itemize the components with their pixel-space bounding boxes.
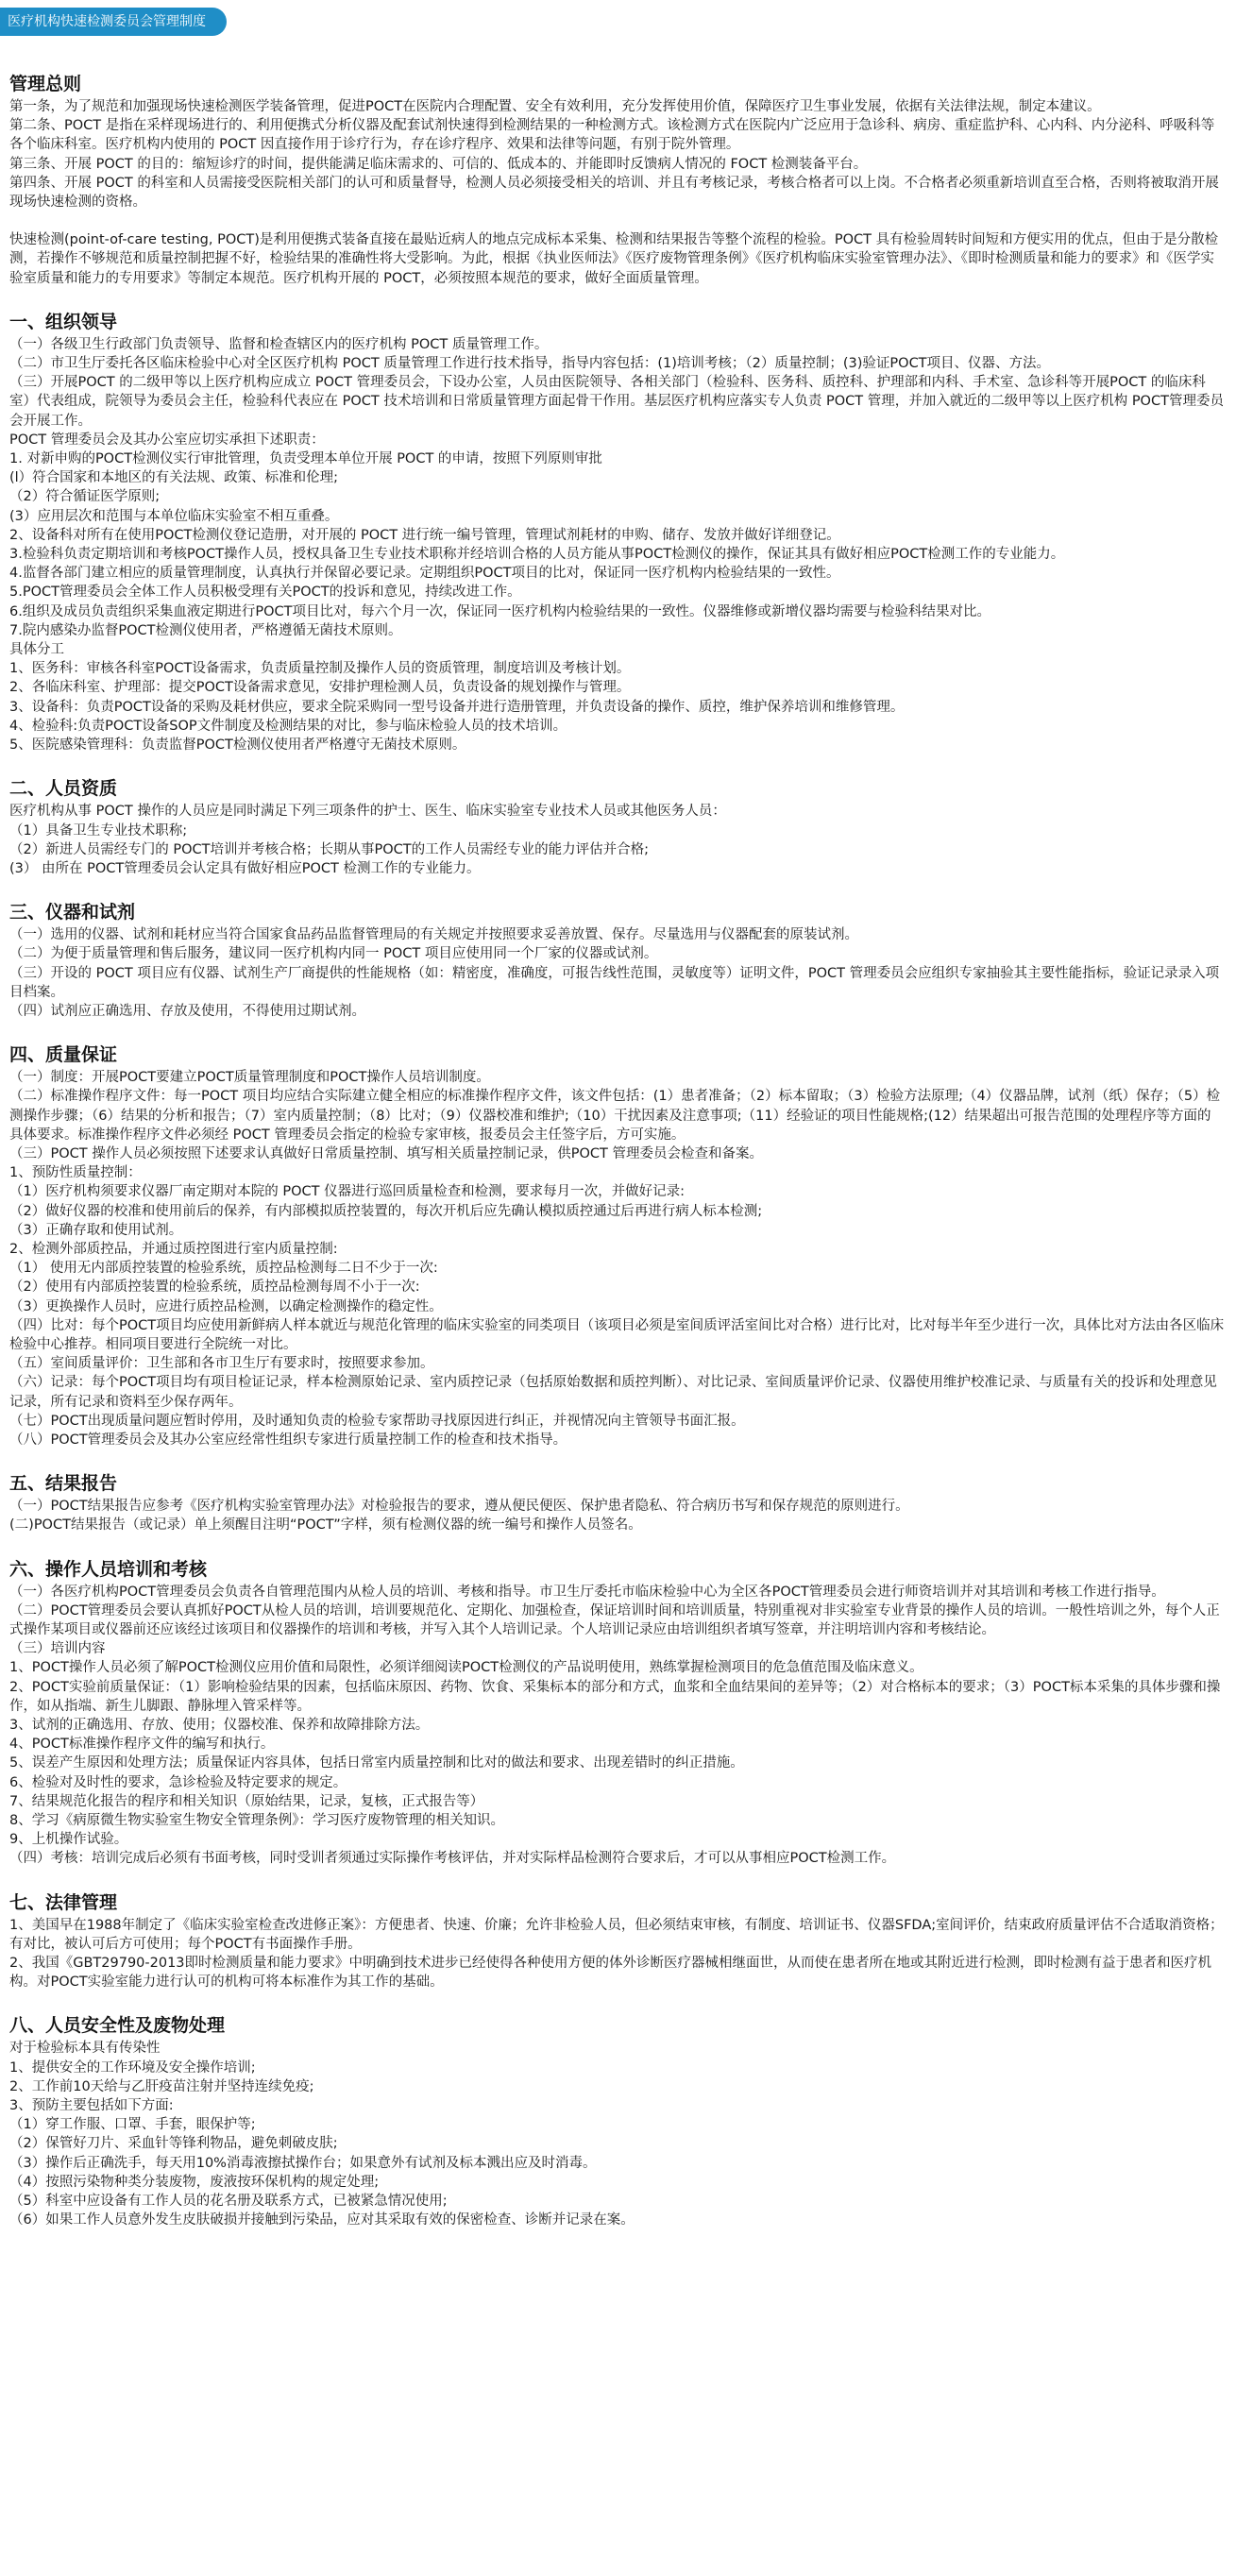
paragraph: 1、POCT操作人员必须了解POCT检测仪应用价值和局限性，必须详细阅读POCT检测仪的产品说明使用，熟练掌握检测项目的危急值范围及临床意义。	[9, 1660, 923, 1676]
document-body	[0, 35, 1236, 2229]
paragraph: （2）保管好刀片、采血针等锋利物品，避免刺破皮肤;	[9, 2136, 338, 2152]
paragraph: （2）符合循证医学原则;	[9, 489, 161, 505]
paragraph: （1）穿工作服、口罩、手套，眼保护等;	[9, 2117, 256, 2133]
header-bar	[0, 4, 1236, 35]
paragraph: 5.POCT管理委员会全体工作人员积极受理有关POCT的投诉和意见，持续改进工作。	[9, 585, 521, 601]
section-7	[9, 1558, 1225, 1869]
paragraph: 7.院内感染办监督POCT检测仪使用者，严格遵循无菌技术原则。	[9, 622, 402, 638]
paragraph: （一）POCT结果报告应参考《医疗机构实验室管理办法》对检验报告的要求，遵从便民便医、保护患者隐私、符合病历书写和保存规范的原则进行。	[9, 1499, 909, 1515]
paragraph: （四）比对：每个POCT项目均应使用新鲜病人样本就近与规范化管理的临床实验室的同类项目（该项目必须是室间质评活室间比对合格）进行比对，比对每半年至少进行一次，具体比对方法由各区临床检验中心推荐。相同项目要进行全院统一对比。	[9, 1317, 1225, 1352]
paragraph: （六）记录：每个POCT项目均有项目检证记录，样本检测原始记录、室内质控记录（包括原始数据和质控判断）、对比记录、室间质量评价记录、仪器使用维护校准记录、与质量有关的投诉和处理意见记录，所有记录和资料至少保存两年。	[9, 1375, 1217, 1410]
paragraph: 3、预防主要包括如下方面:	[9, 2098, 174, 2114]
section-5	[9, 1043, 1225, 1449]
paragraph: 1、医务科：审核各科室POCT设备需求，负责质量控制及操作人员的资质管理，制度培训及考核计划。	[9, 661, 631, 677]
paragraph: 1. 对新申购的POCT检测仪实行审批管理，负责受理本单位开展 POCT 的申请，按照下列原则审批	[9, 451, 602, 467]
paragraph: （四）试剂应正确选用、存放及使用，不得使用过期试剂。	[9, 1003, 365, 1019]
section-6	[9, 1472, 1225, 1534]
section-heading: 六、操作人员培训和考核	[9, 1558, 208, 1580]
paragraph: 2、工作前10天给与乙肝疫苗注射并坚持连续免疫;	[9, 2078, 314, 2094]
paragraph: 8、学习《病原微生物实验室生物安全管理条例》：学习医疗废物管理的相关知识。	[9, 1813, 504, 1829]
paragraph: （一）选用的仪器、试剂和耗材应当符合国家食品药品监督管理局的有关规定并按照要求妥善放置、保存。尽量选用与仪器配套的原装试剂。	[9, 927, 858, 943]
paragraph: 3.检验科负责定期培训和考核POCT操作人员，授权具备卫生专业技术职称并经培训合格的人员方能从事POCT检测仪的操作，保证其具有做好相应POCT检测工作的专业能力。	[9, 547, 1065, 563]
paragraph: （一）各医疗机构POCT管理委员会负责各自管理范围内从检人员的培训、考核和指导。市卫生厅委托市临床检验中心为全区各POCT管理委员会进行师资培训并对其培训和考核工作进行指导。	[9, 1584, 1165, 1600]
section-1	[9, 73, 1225, 288]
paragraph: （一）制度：开展POCT要建立POCT质量管理制度和POCT操作人员培训制度。	[9, 1070, 490, 1086]
paragraph: 2、检测外部质控品，并通过质控图进行室内质量控制:	[9, 1241, 338, 1257]
section-3	[9, 777, 1225, 878]
paragraph: 7、结果规范化报告的程序和相关知识（原始结果，记录，复核，正式报告等）	[9, 1793, 484, 1809]
paragraph: 第二条、POCT 是指在采样现场进行的、利用便携式分析仪器及配套试剂快速得到检测结果的一种检测方式。该检测方式在医院内广泛应用于急诊科、病房、重症监护科、心内科、内分泌科、呼吸科等各个临床科室。医疗机构内使用的 POCT 因直接作用于诊疗行为，存在诊疗程序、效果和法律等问题，有别于院外管理。	[9, 118, 1215, 153]
paragraph: 9、上机操作试验。	[9, 1832, 128, 1848]
section-heading: 八、人员安全性及废物处理	[9, 2015, 226, 2037]
paragraph: 对于检验标本具有传染性	[9, 2041, 161, 2057]
section-8	[9, 1891, 1225, 1992]
paragraph: （三）开展POCT 的二级甲等以上医疗机构应成立 POCT 管理委员会，下设办公室，人员由医院领导、各相关部门（检验科、医务科、质控科、护理部和内科、手术室、急诊科等开展POCT 的临床科室）代表组成，院领导为委员会主任，检验科代表应在 POCT 技术培训和日常质量管理方面起骨干作用。基层医疗机构应落实专人负责 POCT 管理，并加入就近的二级甲等以上医疗机构 POCT管理委员会开展工作。	[9, 375, 1224, 429]
paragraph: 4、POCT标准操作程序文件的编写和执行。	[9, 1737, 275, 1753]
paragraph: （五）室间质量评价：卫生部和各市卫生厅有要求时，按照要求参加。	[9, 1356, 434, 1372]
paragraph: 3、设备科：负责POCT设备的采购及耗材供应，要求全院采购同一型号设备并进行造册管理，并负责设备的操作、质控，维护保养培训和维修管理。	[9, 699, 905, 715]
paragraph: 4.监督各部门建立相应的质量管理制度，认真执行并保留必要记录。定期组织POCT项目的比对，保证同一医疗机构内检验结果的一致性。	[9, 566, 840, 582]
paragraph: （二）市卫生厅委托各区临床检验中心对全区医疗机构 POCT 质量管理工作进行技术指导，指导内容包括：(1)培训考核；（2）质量控制；(3)验证POCT项目、仪器、方法。	[9, 356, 1051, 372]
section-heading: 一、组织领导	[9, 311, 118, 332]
paragraph: 2、POCT实验前质量保证：（1）影响检验结果的因素，包括临床原因、药物、饮食、采集标本的部分和方式，血浆和全血结果间的差异等；（2）对合格标本的要求；（3）POCT标本采集的具体步骤和操作，如从指端、新生儿脚跟、静脉埋入管采样等。	[9, 1679, 1221, 1714]
document-title: 医疗机构快速检测委员会管理制度	[0, 8, 227, 36]
paragraph: （5）科室中应设备有工作人员的花名册及联系方式，已被紧急情况使用;	[9, 2194, 448, 2210]
paragraph: 1、提供安全的工作环境及安全操作培训;	[9, 2059, 256, 2076]
section-heading: 四、质量保证	[9, 1044, 118, 1066]
paragraph: （2）新进人员需经专门的 POCT培训并考核合格；长期从事POCT的工作人员需经专业的能力评估并合格;	[9, 841, 649, 857]
paragraph: （1）医疗机构须要求仪器厂南定期对本院的 POCT 仪器进行巡回质量检查和检测，要求每月一次，并做好记录:	[9, 1184, 685, 1200]
paragraph: 具体分工	[9, 642, 64, 658]
paragraph: （三）开设的 POCT 项目应有仪器、试剂生产厂商提供的性能规格（如：精密度，准确度，可报告线性范围，灵敏度等）证明文件，POCT 管理委员会应组织专家抽验其主要性能指标，验证记录录入项目档案。	[9, 965, 1220, 1000]
section-heading: 三、仪器和试剂	[9, 902, 136, 924]
paragraph: （七）POCT出现质量问题应暂时停用，及时通知负责的检验专家帮助寻找原因进行纠正，并视情况向主管领导书面汇报。	[9, 1413, 745, 1429]
paragraph: 1、预防性质量控制：	[9, 1165, 142, 1181]
paragraph: (二)POCT结果报告（或记录）单上须醒目注明“POCT”字样，须有检测仪器的统一编号和操作人员签名。	[9, 1517, 642, 1534]
paragraph-gap	[9, 212, 1225, 230]
paragraph: 2、设备科对所有在使用POCT检测仪登记造册，对开展的 POCT 进行统一编号管理，管理试剂耗材的申购、储存、发放并做好详细登记。	[9, 527, 840, 543]
paragraph: （3）正确存取和使用试剂。	[9, 1222, 183, 1238]
paragraph: （1） 使用无内部质控装置的检验系统，质控品检测每二日不少于一次:	[9, 1261, 438, 1277]
paragraph: （三）培训内容	[9, 1641, 106, 1657]
paragraph: （3）操作后正确洗手，每天用10%消毒液擦拭操作台；如果意外有试剂及标本溅出应及时消毒。	[9, 2155, 597, 2171]
section-heading: 五、结果报告	[9, 1473, 118, 1495]
paragraph: 5、医院感染管理科：负责监督POCT检测仪使用者严格遵守无菌技术原则。	[9, 737, 466, 754]
paragraph: （4）按照污染物种类分装废物，废液按环保机构的规定处理;	[9, 2174, 380, 2190]
paragraph: （一）各级卫生行政部门负责领导、监督和检查辖区内的医疗机构 POCT 质量管理工作。	[9, 336, 549, 352]
section-9	[9, 2014, 1225, 2229]
paragraph: （2）使用有内部质控装置的检验系统，质控品检测每周不小于一次:	[9, 1280, 420, 1296]
paragraph: （二）标准操作程序文件：每一POCT 项目均应结合实际建立健全相应的标准操作程序文件，该文件包括：(1）患者准备；（2）标本留取；（3）检验方法原理;（4）仪器品牌，试剂（纸）保存；（5）检测操作步骤；（6）结果的分析和报告；（7）室内质量控制；（8）比对；（9）仪器校准和维护;（10）干扰因素及注意事项;（11）经验证的项目性能规格;(12）结果超出可报告范围的处理程序等方面的具体要求。标准操作程序文件必须经 POCT 管理委员会指定的检验专家审核，报委员会主任签字后，方可实施。	[9, 1089, 1221, 1143]
paragraph: （二）为便于质量管理和售后服务，建议同一医疗机构内同一 POCT 项目应使用同一个厂家的仪器或试剂。	[9, 946, 658, 962]
paragraph: 2、各临床科室、护理部：提交POCT设备需求意见，安排护理检测人员，负责设备的规划操作与管理。	[9, 680, 631, 696]
paragraph: （三）POCT 操作人员必须按照下述要求认真做好日常质量控制、填写相关质量控制记录，供POCT 管理委员会检查和备案。	[9, 1145, 763, 1161]
paragraph: 第一条，为了规范和加强现场快速检测医学装备管理，促进POCT在医院内合理配置、安全有效利用，充分发挥使用价值，保障医疗卫生事业发展，依据有关法律法规，制定本建议。	[9, 99, 1101, 114]
paragraph: 3、试剂的正确选用、存放、使用；仪器校准、保养和故障排除方法。	[9, 1718, 430, 1734]
paragraph: 第三条、开展 POCT 的目的：缩短诊疗的时间，提供能满足临床需求的、可信的、低成本的、并能即时反馈病人情况的 FOCT 检测装备平台。	[9, 156, 868, 172]
paragraph: （3）更换操作人员时，应进行质控品检测，以确定检测操作的稳定性。	[9, 1298, 443, 1314]
paragraph: (l）符合国家和本地区的有关法规、政策、标准和伦理;	[9, 470, 339, 486]
paragraph: 4、检验科:负责POCT设备SOP文件制度及检测结果的对比，参与临床检验人员的技术培训。	[9, 718, 567, 734]
paragraph: （二）POCT管理委员会要认真抓好POCT从检人员的培训，培训要规范化、定期化、加强检查，保证培训时间和培训质量，特别重视对非实验室专业背景的操作人员的培训。一般性培训之外，每个人正式操作某项目或仪器前还应该经过该项目和仪器操作的培训和考核，并写入其个人培训记录。个人培训记录应由培训组织者填写签章，并注明培训内容和考核结论。	[9, 1602, 1220, 1637]
section-2	[9, 311, 1225, 754]
section-heading: 二、人员资质	[9, 778, 118, 800]
paragraph: （2）做好仪器的校准和使用前后的保养，有内部模拟质控装置的，每次开机后应先确认模拟质控通过后再进行病人标本检测;	[9, 1203, 763, 1219]
paragraph: (3）应用层次和范围与本单位临床实验室不相互重叠。	[9, 508, 339, 524]
paragraph: 第四条、开展 POCT 的科室和人员需接受医院相关部门的认可和质量督导，检测人员必须接受相关的培训、并且有考核记录，考核合格者可以上岗。不合格者必须重新培训直至合格，否则将被取消开展现场快速检测的资格。	[9, 175, 1219, 211]
paragraph: 1、美国早在1988年制定了《临床实验室检查改进修正案》：方便患者、快速、价廉；允许非检验人员，但必须结束审核，有制度、培训证书、仪器SFDA;室间评价，结束政府质量评估不合适取消资格；有对比，被认可后方可使用；每个POCT有书面操作手册。	[9, 1917, 1224, 1952]
paragraph: (3） 由所在 POCT管理委员会认定具有做好相应POCT 检测工作的专业能力。	[9, 860, 481, 876]
paragraph: 5、误差产生原因和处理方法；质量保证内容具体，包括日常室内质量控制和比对的做法和要求、出现差错时的纠正措施。	[9, 1755, 744, 1771]
paragraph: 快速检测(point-of-care testing, POCT)是利用便携式装备直接在最贴近病人的地点完成标本采集、检测和结果报告等整个流程的检验。POCT 具有检验周转时间短和方便实用的优点，但由于是分散检测，若操作不够规范和质量控制把握不好，检验结果的准确性将大受影响。为此，根据《执业医师法》《医疗废物管理条例》《医疗机构临床实验室管理办法》、《即时检测质量和能力的要求》和《医学实验室质量和能力的专用要求》等制定本规范。医疗机构开展的 POCT，必须按照本规范的要求，做好全面质量管理。	[9, 232, 1219, 286]
paragraph: （八）POCT管理委员会及其办公室应经常性组织专家进行质量控制工作的检查和技术指导。	[9, 1432, 567, 1448]
paragraph: 医疗机构从事 POCT 操作的人员应是同时满足下列三项条件的护士、医生、临床实验室专业技术人员或其他医务人员：	[9, 804, 726, 820]
section-heading: 管理总则	[9, 74, 82, 94]
paragraph: （6）如果工作人员意外发生皮肤破损并接触到污染品，应对其采取有效的保密检查、诊断并记录在案。	[9, 2212, 635, 2229]
section-heading: 七、法律管理	[9, 1891, 118, 1913]
paragraph: 6、检验对及时性的要求，急诊检验及特定要求的规定。	[9, 1774, 347, 1790]
paragraph: 6.组织及成员负责组织采集血液定期进行POCT项目比对，每六个月一次，保证同一医疗机构内检验结果的一致性。仪器维修或新增仪器均需要与检验科结果对比。	[9, 603, 990, 619]
paragraph: （1）具备卫生专业技术职称;	[9, 822, 188, 839]
paragraph: （四）考核：培训完成后必须有书面考核，同时受训者须通过实际操作考核评估，并对实际样品检测符合要求后，才可以从事相应POCT检测工作。	[9, 1851, 896, 1867]
paragraph: 2、我国《GBT29790-2013即时检测质量和能力要求》中明确到技术进步已经使得各种使用方便的体外诊断医疗器械相继面世，从而使在患者所在地或其附近进行检测，即时检测有益于患者和医疗机构。对POCT实验室能力进行认可的机构可将本标准作为其工作的基础。	[9, 1956, 1212, 1991]
paragraph: POCT 管理委员会及其办公室应切实承担下述职责：	[9, 432, 325, 448]
section-4	[9, 901, 1225, 1021]
